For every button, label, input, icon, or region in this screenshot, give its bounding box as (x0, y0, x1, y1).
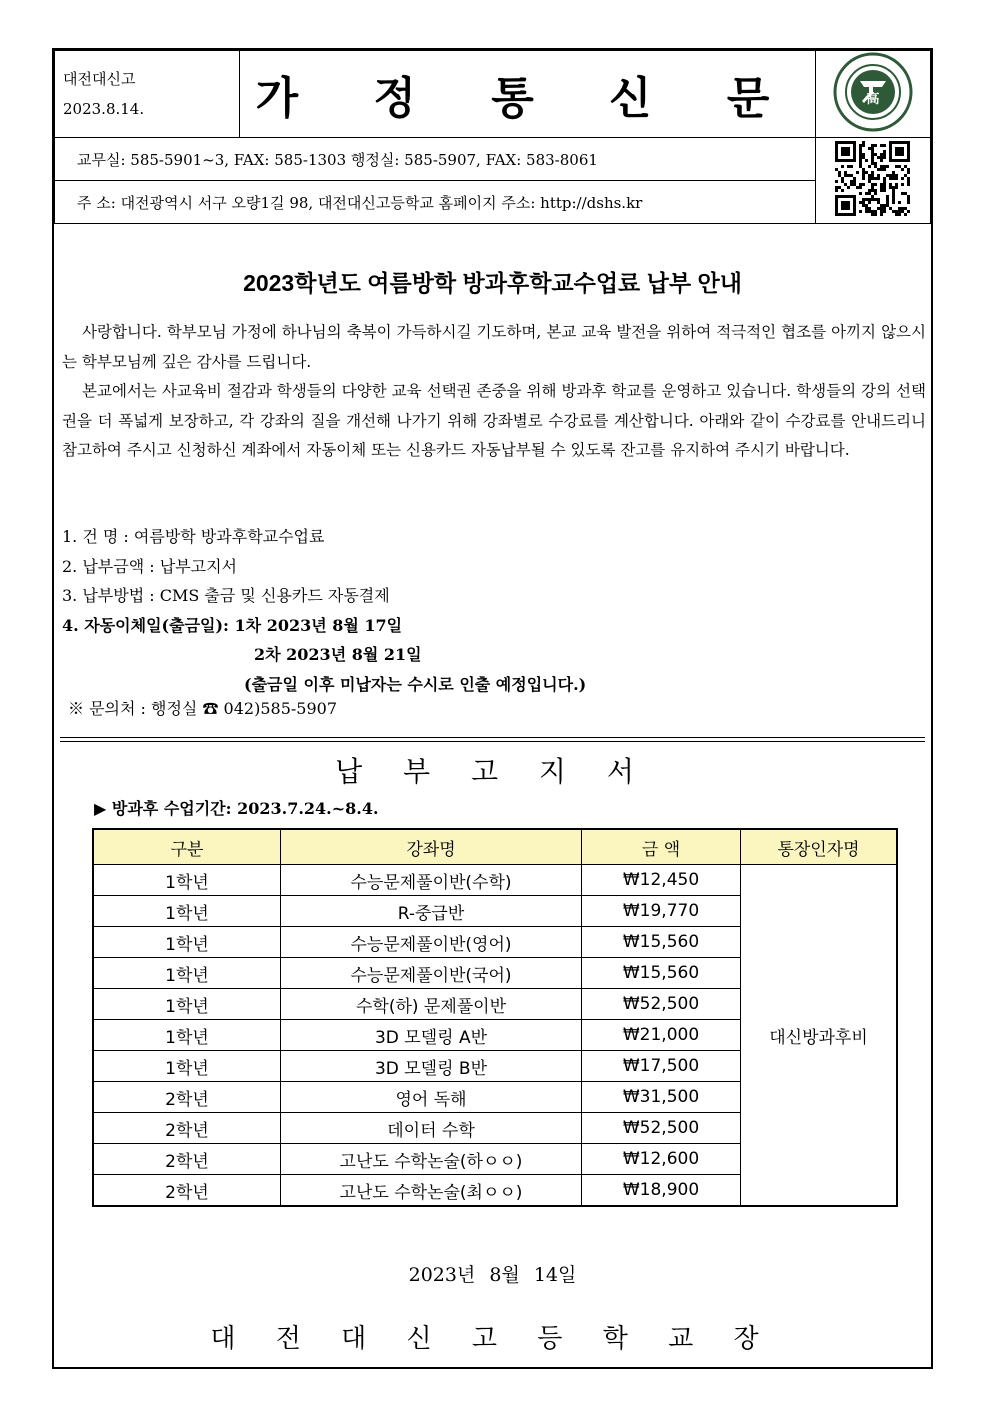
issue-date: 2023.8.14. (63, 100, 145, 118)
cell-amount: ₩52,500 (582, 1113, 741, 1144)
svg-text:高: 高 (866, 92, 880, 107)
table-row (93, 865, 897, 896)
document (52, 48, 933, 1369)
cell-grade: 1학년 (93, 1051, 281, 1082)
cell-course: 수능문제풀이반(영어) (281, 927, 582, 958)
cell-amount: ₩19,770 (582, 896, 741, 927)
cell-course: 고난도 수학논술(하ㅇㅇ) (281, 1144, 582, 1175)
cell-account-name: 대신방과후비 (741, 865, 898, 1207)
cell-course: 수능문제풀이반(수학) (281, 865, 582, 896)
cell-amount: ₩15,560 (582, 927, 741, 958)
cell-amount: ₩12,600 (582, 1144, 741, 1175)
qr-code[interactable] (816, 138, 931, 224)
item-transfer-date: 4. 자동이체일(출금일): 1차 2023년 8월 17일 (62, 615, 403, 635)
greeting-paragraph: 사랑합니다. 학부모님 가정에 하나님의 축복이 가득하시길 기도하며, 본교 교육 발전을 위하여 적극적인 협조를 아끼지 않으시는 학부모님께 깊은 감사를 드립니다. (62, 323, 926, 371)
cell-amount: ₩52,500 (582, 989, 741, 1020)
cell-grade: 1학년 (93, 958, 281, 989)
school-logo (816, 51, 931, 138)
cell-grade: 2학년 (93, 1082, 281, 1113)
cell-course: 데이터 수학 (281, 1113, 582, 1144)
cell-amount: ₩18,900 (582, 1175, 741, 1207)
cell-grade: 2학년 (93, 1175, 281, 1207)
info-paragraph: 본교에서는 사교육비 절감과 학생들의 다양한 교육 선택권 존중을 위해 방과후 학교를 운영하고 있습니다. 학생들의 강의 선택권을 더 폭넓게 보장하고, 각 강좌의 질을 개선해 나가기 위해 강좌별로 수강료를 계산합니다. 아래와 같이 수강료를 안내드리니 참고하여 주시고 신청하신 계좌에서 자동이체 또는 신용카드 자동납부될 수 있도록 잔고를 유지하여 주시기 바랍니다. (62, 382, 926, 459)
header-table (54, 50, 931, 224)
item-amount: 2. 납부금액 : 납부고지서 (62, 556, 238, 576)
col-header-amount: 금 액 (582, 829, 741, 865)
cell-course: 수학(하) 문제풀이반 (281, 989, 582, 1020)
notice-title: 2023학년도 여름방학 방과후학교수업료 납부 안내 (243, 270, 742, 296)
cell-grade: 2학년 (93, 1144, 281, 1175)
cell-amount: ₩31,500 (582, 1082, 741, 1113)
issue-date-footer: 2023년 8월 14일 (408, 1264, 577, 1286)
col-header-course: 강좌명 (281, 829, 582, 865)
fee-table (92, 828, 898, 1207)
cell-grade: 1학년 (93, 896, 281, 927)
cell-course: 고난도 수학논술(최ㅇㅇ) (281, 1175, 582, 1207)
col-header-grade: 구분 (93, 829, 281, 865)
cell-grade: 1학년 (93, 865, 281, 896)
phone-fax-line: 교무실: 585-5901~3, FAX: 585-1303 행정실: 585-5907, FAX: 583-8061 (55, 138, 816, 181)
item-transfer-note: (출금일 이후 미납자는 수시로 인출 예정입니다.) (244, 674, 587, 694)
newsletter-title: 가 정 통 신 문 (240, 51, 816, 138)
double-divider (60, 737, 925, 742)
item-method: 3. 납부방법 : CMS 출금 및 신용카드 자동결제 (62, 586, 390, 605)
cell-amount: ₩15,560 (582, 958, 741, 989)
principal-signature: 대 전 대 신 고 등 학 교 장 (210, 1324, 775, 1354)
school-emblem-icon (832, 51, 914, 133)
cell-course: R-중급반 (281, 896, 582, 927)
cell-course: 3D 모델링 A반 (281, 1020, 582, 1051)
cell-grade: 2학년 (93, 1113, 281, 1144)
address-homepage-line: 주 소: 대전광역시 서구 오량1길 98, 대전대신고등학교 홈페이지 주소: http://dshs.kr (55, 181, 816, 224)
qr-code-icon (834, 140, 912, 218)
payment-items (62, 522, 586, 699)
col-header-account: 통장인자명 (741, 829, 898, 865)
cell-amount: ₩12,450 (582, 865, 741, 896)
contact-info: ※ 문의처 : 행정실 ☎ 042)585-5907 (68, 699, 338, 718)
cell-grade: 1학년 (93, 989, 281, 1020)
bill-title: 납 부 고 지 서 (335, 755, 650, 788)
item-name: 1. 건 명 : 여름방학 방과후학교수업료 (62, 527, 325, 546)
cell-grade: 1학년 (93, 927, 281, 958)
item-transfer-date-2: 2차 2023년 8월 21일 (254, 645, 422, 664)
cell-course: 수능문제풀이반(국어) (281, 958, 582, 989)
school-short-name: 대전대신고 (63, 70, 136, 88)
cell-amount: ₩17,500 (582, 1051, 741, 1082)
cell-grade: 1학년 (93, 1020, 281, 1051)
class-period: ▶ 방과후 수업기간: 2023.7.24.~8.4. (94, 799, 379, 818)
cell-course: 영어 독해 (281, 1082, 582, 1113)
cell-amount: ₩21,000 (582, 1020, 741, 1051)
header-meta (55, 51, 240, 138)
cell-course: 3D 모델링 B반 (281, 1051, 582, 1082)
